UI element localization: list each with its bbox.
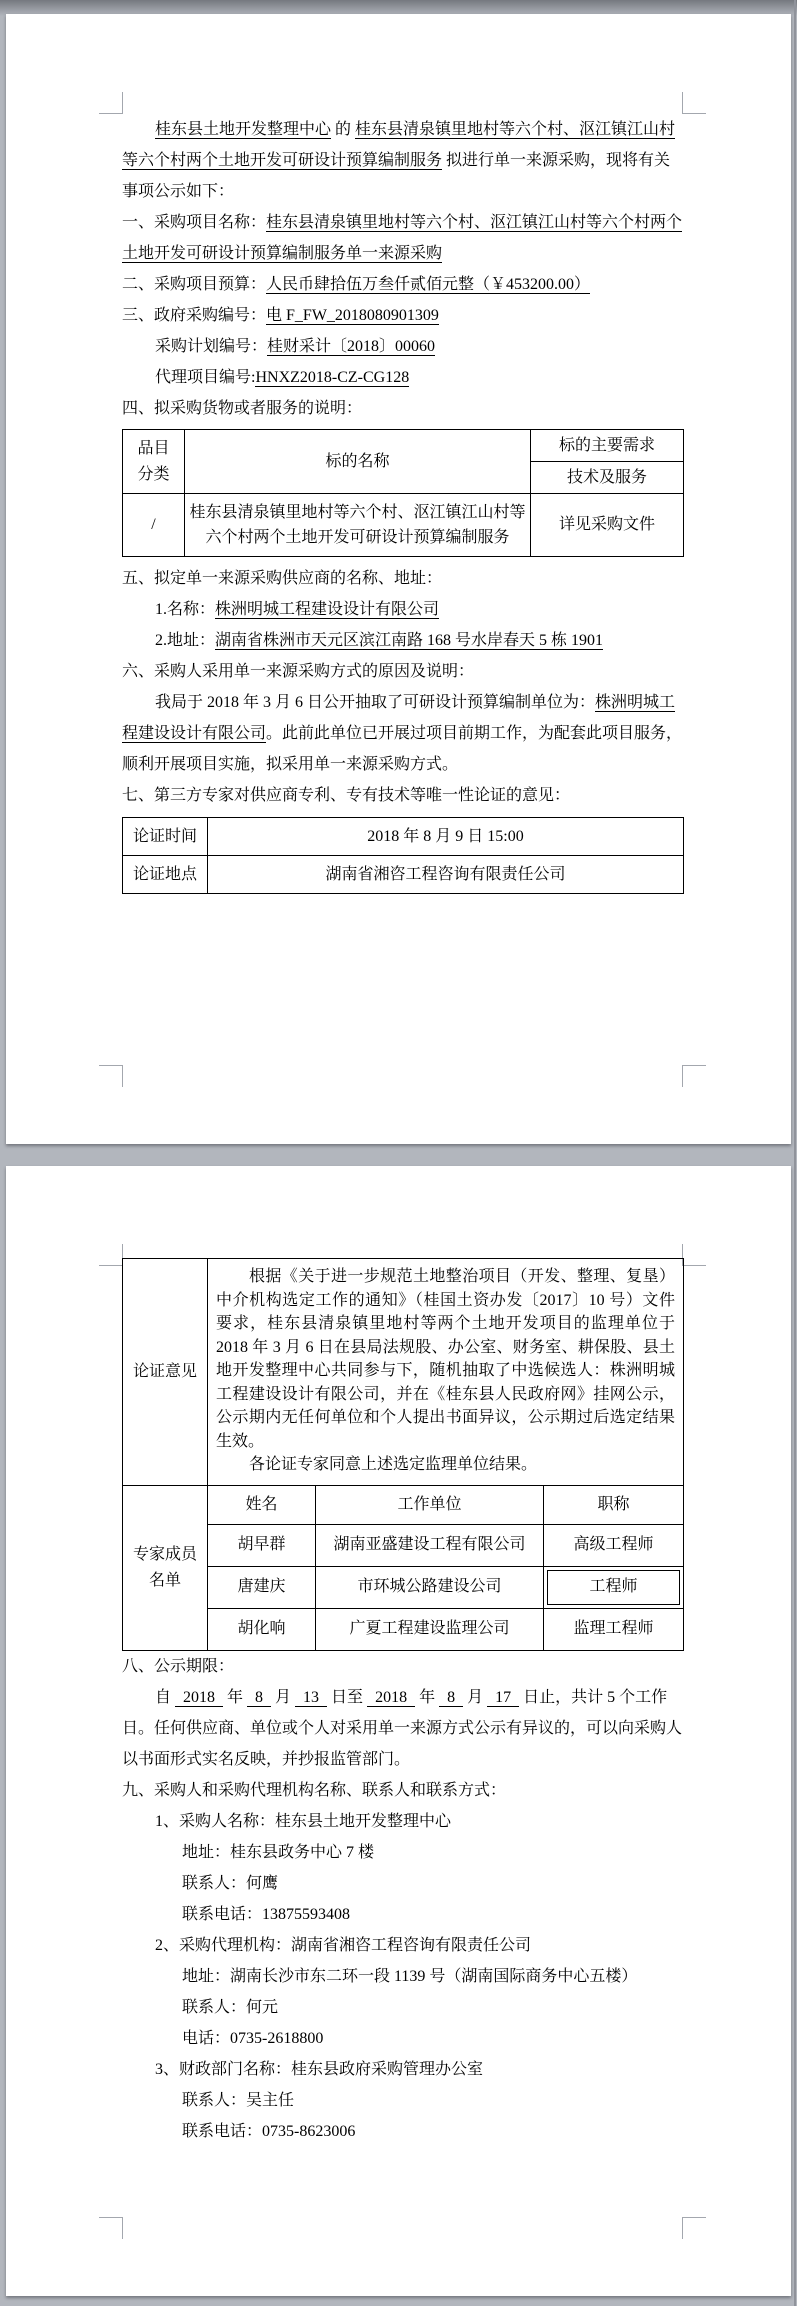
supplier-name-value: 株洲明城工程建设设计有限公司 [215, 601, 440, 618]
supplier-address-label: 2.地址： [155, 632, 216, 649]
purchaser-phone-line: 联系电话：13875593408 [182, 1905, 351, 1923]
start-day: 13 [295, 1689, 327, 1707]
expert-title: 监理工程师 [544, 1608, 684, 1650]
margin-mark-top-right-icon [682, 92, 706, 114]
opinion-row [123, 1259, 684, 1486]
cell-subject-name: 桂东县清泉镇里地村等六个村、沤江镇江山村等六个村两个土地开发可研设计预算编制服务 [185, 494, 531, 557]
margin-mark-top-left-icon [99, 1244, 123, 1266]
expert-title-selected-cell: 工程师 [544, 1566, 684, 1608]
agency-name-line: 2、采购代理机构：湖南省湘咨工程咨询有限责任公司 [155, 1936, 532, 1954]
review-time-row [123, 818, 684, 856]
agent-number-value: HNXZ2018-CZ-CG128 [255, 369, 410, 386]
purchaser-address-line: 地址：桂东县政务中心 7 楼 [182, 1843, 375, 1861]
section-8-body: 自 2018 年 8 月 13 日至 2018 年 8 月 17 日止，共计 5 个工作日。任何供应商、单位或个人对采用单一来源方式公示有异议的，可以向采购人以书面形式实名反映，并抄报监管部门。 [122, 1688, 683, 1768]
page-1-content [122, 114, 684, 894]
margin-mark-bottom-left-icon [99, 2217, 123, 2239]
supplier-name-line [122, 594, 684, 625]
section-1-project-name [122, 207, 684, 269]
project-name: 桂东县清泉镇里地村等六个村、沤江镇江山村等六个村两个土地开发可研设计预算编制服务 [122, 121, 676, 169]
header-main-requirement: 标的主要需求 [531, 430, 684, 462]
expert-org: 广夏工程建设监理公司 [316, 1608, 544, 1650]
intro-paragraph [122, 114, 684, 207]
expert-row [123, 1524, 684, 1566]
review-place-value: 湖南省湘咨工程咨询有限责任公司 [208, 856, 684, 894]
expert-name: 胡化响 [208, 1608, 316, 1650]
section-2-value: 人民币肆拾伍万叁仟贰佰元整（￥453200.00） [266, 276, 591, 293]
supplier-name-label: 1.名称： [155, 601, 216, 618]
margin-mark-bottom-left-icon [99, 1065, 123, 1087]
buyer-name: 桂东县土地开发整理中心 [155, 121, 332, 138]
section-1-value: 桂东县清泉镇里地村等六个村、沤江镇江山村等六个村两个土地开发可研设计预算编制服务单一来源采购 [122, 214, 683, 262]
section-3-agent-number [122, 362, 684, 393]
expert-name: 胡早群 [208, 1524, 316, 1566]
plan-number-value: 桂财采计〔2018〕00060 [267, 338, 436, 355]
table-header-row [123, 430, 684, 462]
agency-address-line: 地址：湖南长沙市东二环一段 1139 号（湖南国际商务中心五楼） [182, 1967, 638, 1985]
agency-phone-line: 电话：0735-2618800 [182, 2029, 324, 2047]
page-1[interactable] [6, 14, 791, 1144]
section-3-label: 三、政府采购编号： [122, 307, 267, 324]
section-1-label: 一、采购项目名称： [122, 214, 267, 231]
reason-post: 。此前此单位已开展过项目前期工作，为配套此项目服务，顺利开展项目实施，拟采用单一来源采购方式。 [122, 725, 683, 773]
section-5-heading: 五、拟定单一来源采购供应商的名称、地址： [122, 570, 443, 587]
page-2-content [122, 1258, 684, 2147]
margin-mark-bottom-right-icon [682, 1065, 706, 1087]
opinion-paragraph-1: 根据《关于进一步规范土地整治项目（开发、整理、复垦）中介机构选定工作的通知》（桂国土资办发〔2017〕10 号）文件要求，桂东县清泉镇里地村等两个土地开发项目的监理单位于 2018 年 3 月 6 日在县局法规股、办公室、财务室、耕保股、县土地开发整理中心共同参与下，随机抽取了中选候选人：株洲明城工程建设设计有限公司，并在《桂东县人民政府网》挂网公示，公示期内无任何单位和个人提出书面异议，公示期过后选定结果生效。 [216, 1268, 675, 1450]
experts-header-org: 工作单位 [316, 1485, 544, 1524]
finance-dept-phone-line: 联系电话：0735-8623006 [182, 2122, 356, 2140]
end-month: 8 [439, 1689, 463, 1707]
agency-contact-line: 联系人：何元 [182, 1998, 279, 2016]
section-9-heading: 九、采购人和采购代理机构名称、联系人和联系方式： [122, 1781, 507, 1799]
start-month: 8 [247, 1689, 271, 1707]
section-4-heading: 四、拟采购货物或者服务的说明： [122, 400, 363, 417]
expert-title: 高级工程师 [544, 1524, 684, 1566]
reason-pre: 我局于 2018 年 3 月 6 日公开抽取了可研设计预算编制单位为： [155, 694, 596, 711]
table-row [123, 494, 684, 557]
finance-dept-name-line: 3、财政部门名称：桂东县政府采购管理办公室 [155, 2060, 484, 2078]
header-subject-name: 标的名称 [185, 430, 531, 494]
section-7-heading: 七、第三方专家对供应商专利、专有技术等唯一性论证的意见： [122, 787, 571, 804]
cell-category: / [123, 494, 185, 557]
procurement-items-table [122, 429, 684, 557]
expert-row [123, 1566, 684, 1608]
section-3-plan-number [122, 331, 684, 362]
agent-number-label: 代理项目编号: [155, 369, 256, 386]
finance-dept-contact-line: 联系人：吴主任 [182, 2091, 295, 2109]
margin-mark-top-right-icon [682, 1244, 706, 1266]
end-day: 17 [487, 1689, 519, 1707]
experts-header-name: 姓名 [208, 1485, 316, 1524]
supplier-address-line [122, 625, 684, 656]
opinion-label: 论证意见 [123, 1259, 208, 1486]
intro-connector: 的 [331, 121, 356, 138]
section-6-body [122, 687, 684, 780]
section-6-heading: 六、采购人采用单一来源采购方式的原因及说明： [122, 663, 475, 680]
purchaser-name-line: 1、采购人名称：桂东县土地开发整理中心 [155, 1812, 452, 1830]
section-3-gov-number [122, 300, 684, 331]
expert-org: 市环城公路建设公司 [316, 1566, 544, 1608]
review-time-label: 论证时间 [123, 818, 208, 856]
plan-number-label: 采购计划编号： [155, 338, 268, 355]
margin-mark-bottom-right-icon [682, 2217, 706, 2239]
supplier-address-value: 湖南省株洲市天元区滨江南路 168 号水岸春天 5 栋 1901 [215, 632, 604, 649]
reason-supplier: 株洲明城工程建设设计有限公司 [122, 694, 676, 742]
purchaser-contact-line: 联系人：何鹰 [182, 1874, 279, 1892]
review-place-row [123, 856, 684, 894]
opinion-body [208, 1259, 684, 1486]
section-8-heading: 八、公示期限： [122, 1657, 235, 1675]
end-year: 2018 [367, 1689, 415, 1707]
experts-header-title: 职称 [544, 1485, 684, 1524]
section-3-value: 电 F_FW_2018080901309 [266, 307, 439, 324]
start-year: 2018 [175, 1689, 223, 1707]
section-2-budget [122, 269, 684, 300]
review-opinion-table [122, 1258, 684, 1651]
cell-requirement: 详见采购文件 [531, 494, 684, 557]
intro-tail: 拟进行单一来源采购，现将有关事项公示如下： [122, 152, 671, 200]
expert-org: 湖南亚盛建设工程有限公司 [316, 1524, 544, 1566]
review-time-value: 2018 年 8 月 9 日 15:00 [208, 818, 684, 856]
expert-row [123, 1608, 684, 1650]
header-category: 品目分类 [123, 430, 185, 494]
section-2-label: 二、采购项目预算： [122, 276, 267, 293]
header-tech-service: 技术及服务 [531, 462, 684, 494]
opinion-paragraph-2: 各论证专家同意上述选定监理单位结果。 [249, 1456, 538, 1473]
page-2[interactable] [6, 1166, 791, 2296]
expert-name: 唐建庆 [208, 1566, 316, 1608]
review-place-label: 论证地点 [123, 856, 208, 894]
experts-label: 专家成员名单 [123, 1485, 208, 1650]
experts-header-row [123, 1485, 684, 1524]
margin-mark-top-left-icon [99, 92, 123, 114]
review-meta-table [122, 817, 684, 894]
